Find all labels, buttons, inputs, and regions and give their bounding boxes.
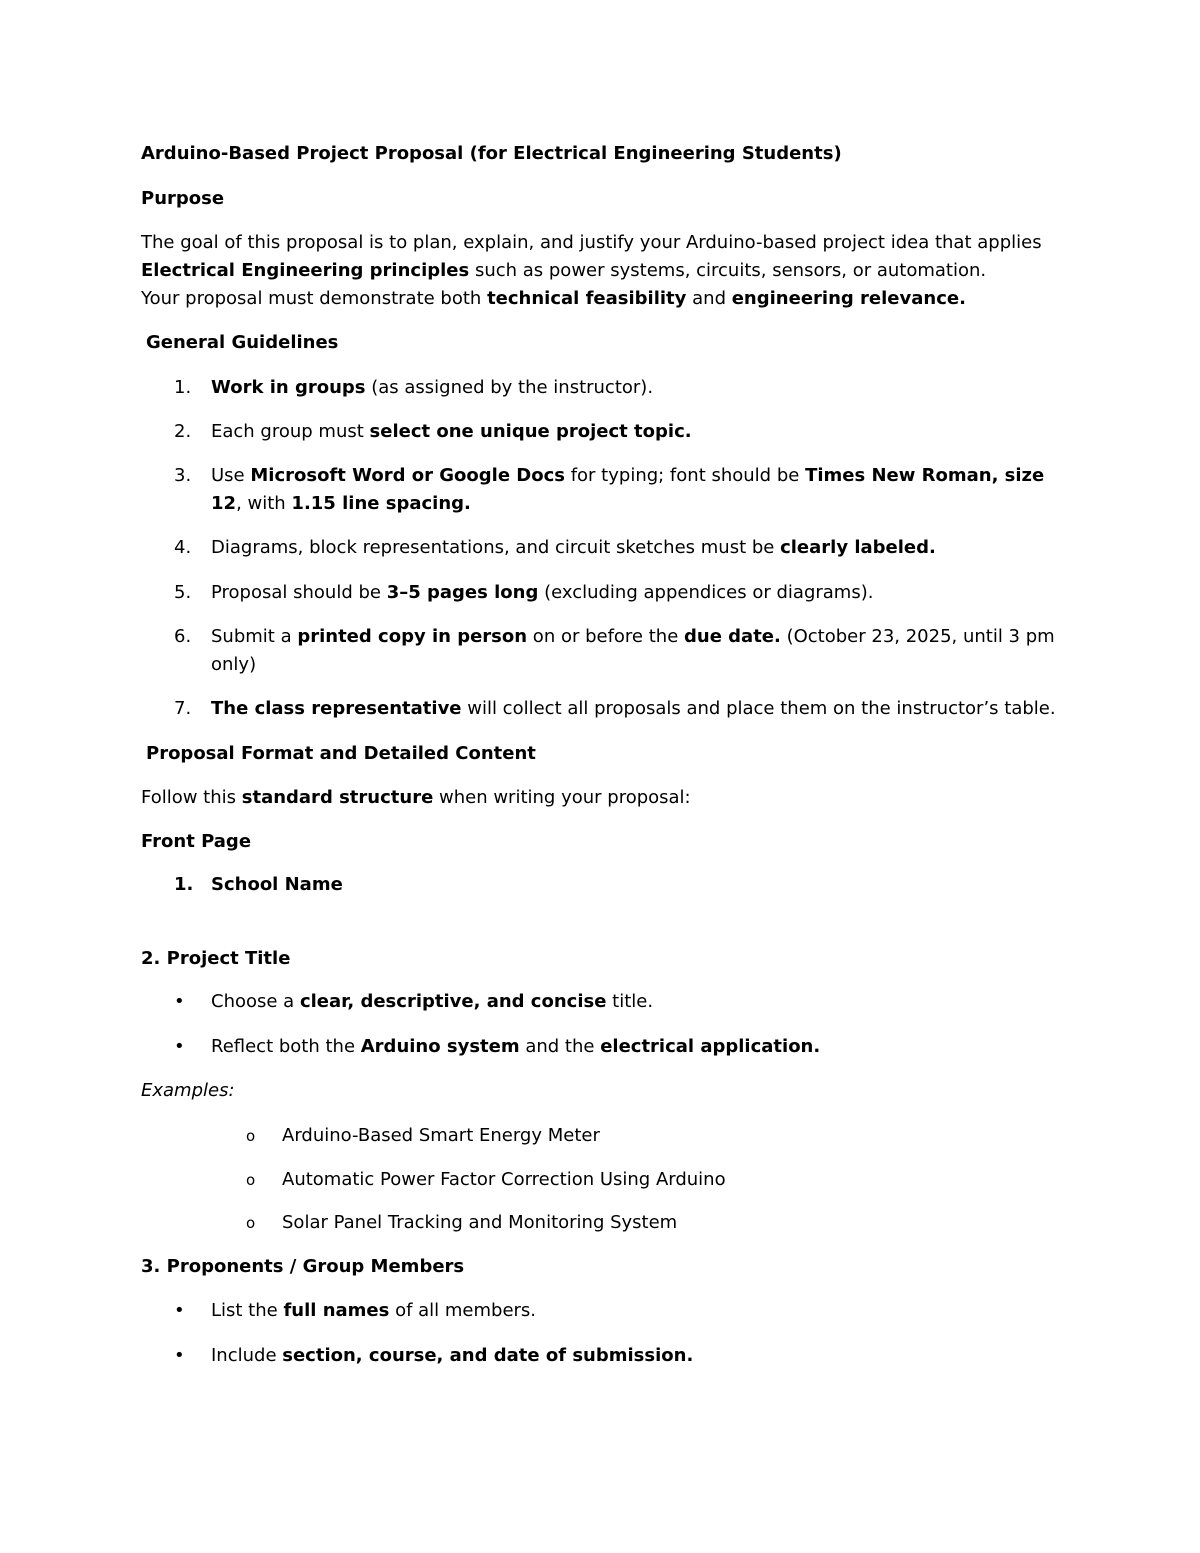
follow-paragraph: Follow this standard structure when writing your proposal:: [141, 787, 691, 808]
proponents-heading: 3. Proponents / Group Members: [141, 1256, 465, 1277]
examples-label: Examples:: [141, 1080, 235, 1101]
purpose-heading: Purpose: [141, 188, 225, 209]
purpose-line-1: The goal of this proposal is to plan, explain, and justify your Arduino-based project idea that applies: [141, 232, 1042, 253]
document-title: Arduino-Based Project Proposal (for Electrical Engineering Students): [141, 143, 842, 164]
purpose-paragraph: [141, 229, 1071, 313]
purpose-line-2: Electrical Engineering principles such as power systems, circuits, sensors, or automation.: [141, 260, 987, 281]
guidelines-heading: General Guidelines: [146, 332, 339, 353]
document-page: Arduino-Based Project Proposal (for Electrical Engineering Students) Purpose The goal of this proposal is to plan, explain, and justify your Arduino-based project idea that applies Electrical Engineering principles such as power systems, circuits, sensors, or automation. Your proposal must demonstrate both technical feasibility and engineering relevance. General Guidelines 1. Work in groups (as assigned by the instructor). 2. Each group must select one unique project topic. 3. Use Microsoft Word or Google Docs for typing; font should be Times New Roman, size 12, with 1.15 line spacing. 4. Diagrams, block representations, and circuit sketches must be clearly labeled. 5. Proposal should be 3–5 pages long (excluding appendices or diagrams). 6. Submit a printed copy in person on or before the due date. (October 23, 2025, until 3 pm only) 7. The class representative will collect all proposals and place them on the instructor’s table. Proposal Format and Detailed Content Follow this standard structure when writing your proposal: Front Page 1. School Name 2. Project Title • Choose a clear, descriptive, and concise title. • Reflect both the Arduino system and the electrical application. Examples: o Arduino-Based Smart Energy Meter o Automatic Power Factor Correction Using Arduino o Solar Panel Tracking and Monitoring System 3. Proponents / Group Members • List the full names of all members. • Include section, course, and date of submission.: [0, 0, 1200, 1553]
format-heading: Proposal Format and Detailed Content: [146, 743, 536, 764]
project-title-heading: 2. Project Title: [141, 948, 291, 969]
front-page-heading: Front Page: [141, 831, 252, 852]
purpose-line-3: Your proposal must demonstrate both technical feasibility and engineering relevance.: [141, 288, 966, 309]
